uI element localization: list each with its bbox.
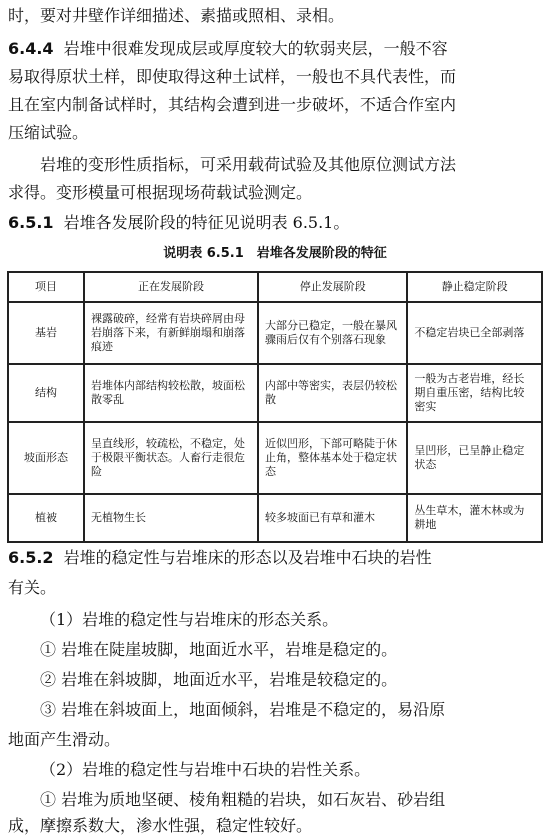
text-line: 6.5.1 岩堆各发展阶段的特征见说明表 6.5.1。 xyxy=(8,213,350,232)
table-row xyxy=(8,302,542,364)
text-line: 压缩试验。 xyxy=(8,123,89,142)
row-label: 基岩 xyxy=(8,302,84,364)
text-line: （1）岩堆的稳定性与岩堆床的形态关系。 xyxy=(40,610,339,629)
text-line: 求得。变形模量可根据现场荷载试验测定。 xyxy=(8,183,313,202)
table-cell: 丛生草木，灌木林或为耕地 xyxy=(407,494,542,542)
table-cell: 大部分已稳定，一般在暴风骤雨后仅有个别落石现象 xyxy=(258,302,407,364)
row-label: 结构 xyxy=(8,364,84,422)
table-header: 静止稳定阶段 xyxy=(407,272,542,302)
text-line: 成，摩擦系数大，渗水性强，稳定性较好。 xyxy=(8,816,313,835)
table-header: 正在发展阶段 xyxy=(84,272,258,302)
text-line: 岩堆的变形性质指标，可采用载荷试验及其他原位测试方法 xyxy=(40,155,457,174)
table-cell: 无植物生长 xyxy=(84,494,258,542)
table-cell: 较多坡面已有草和灌木 xyxy=(258,494,407,542)
table-cell: 一般为古老岩堆，经长期自重压密，结构比较密实 xyxy=(407,364,542,422)
table-cell: 岩堆体内部结构较松散，坡面松散零乱 xyxy=(84,364,258,422)
table-row xyxy=(8,494,542,542)
text-line: 地面产生滑动。 xyxy=(8,730,121,749)
table-cell: 不稳定岩块已全部剥落 xyxy=(407,302,542,364)
section-number: 6.5.1 xyxy=(8,213,54,232)
table-caption: 说明表 6.5.1 岩堆各发展阶段的特征 xyxy=(163,246,387,261)
text-line: 6.4.4 岩堆中很难发现成层或厚度较大的软弱夹层，一般不容 xyxy=(8,39,448,58)
text-line: 有关。 xyxy=(8,578,57,597)
table-cell: 裸露破碎，经常有岩块碎屑由母岩崩落下来，有新鲜崩塌和崩落痕迹 xyxy=(84,302,258,364)
section-number: 6.5.2 xyxy=(8,548,54,567)
text-line: 时，要对井壁作详细描述、素描或照相、录相。 xyxy=(8,6,345,25)
text-line: ① 岩堆在陡崖坡脚，地面近水平，岩堆是稳定的。 xyxy=(40,640,398,659)
table-row xyxy=(8,422,542,494)
stages-table xyxy=(7,271,543,543)
table-header: 项目 xyxy=(8,272,84,302)
table-cell: 内部中等密实，表层仍较松散 xyxy=(258,364,407,422)
text-line: 6.5.2 岩堆的稳定性与岩堆床的形态以及岩堆中石块的岩性 xyxy=(8,548,432,567)
text-line: ① 岩堆为质地坚硬、棱角粗糙的岩块，如石灰岩、砂岩组 xyxy=(40,790,446,809)
text-line: ③ 岩堆在斜坡面上，地面倾斜，岩堆是不稳定的，易沿原 xyxy=(40,700,446,719)
table-cell: 呈凹形，已呈静止稳定状态 xyxy=(407,422,542,494)
table-cell: 近似凹形，下部可略陡于休止角，整体基本处于稳定状态 xyxy=(258,422,407,494)
text-line: 易取得原状土样，即使取得这种土试样，一般也不具代表性，而 xyxy=(8,67,457,86)
table-header: 停止发展阶段 xyxy=(258,272,407,302)
table-header-row xyxy=(8,272,542,302)
text-line: （2）岩堆的稳定性与岩堆中石块的岩性关系。 xyxy=(40,760,371,779)
section-number: 6.4.4 xyxy=(8,39,54,58)
table-cell: 呈直线形，较疏松，不稳定，处于极限平衡状态。人畜行走很危险 xyxy=(84,422,258,494)
table-row xyxy=(8,364,542,422)
text-line: ② 岩堆在斜坡脚，地面近水平，岩堆是较稳定的。 xyxy=(40,670,398,689)
row-label: 坡面形态 xyxy=(8,422,84,494)
text-line: 且在室内制备试样时，其结构会遭到进一步破坏，不适合作室内 xyxy=(8,95,457,114)
row-label: 植被 xyxy=(8,494,84,542)
